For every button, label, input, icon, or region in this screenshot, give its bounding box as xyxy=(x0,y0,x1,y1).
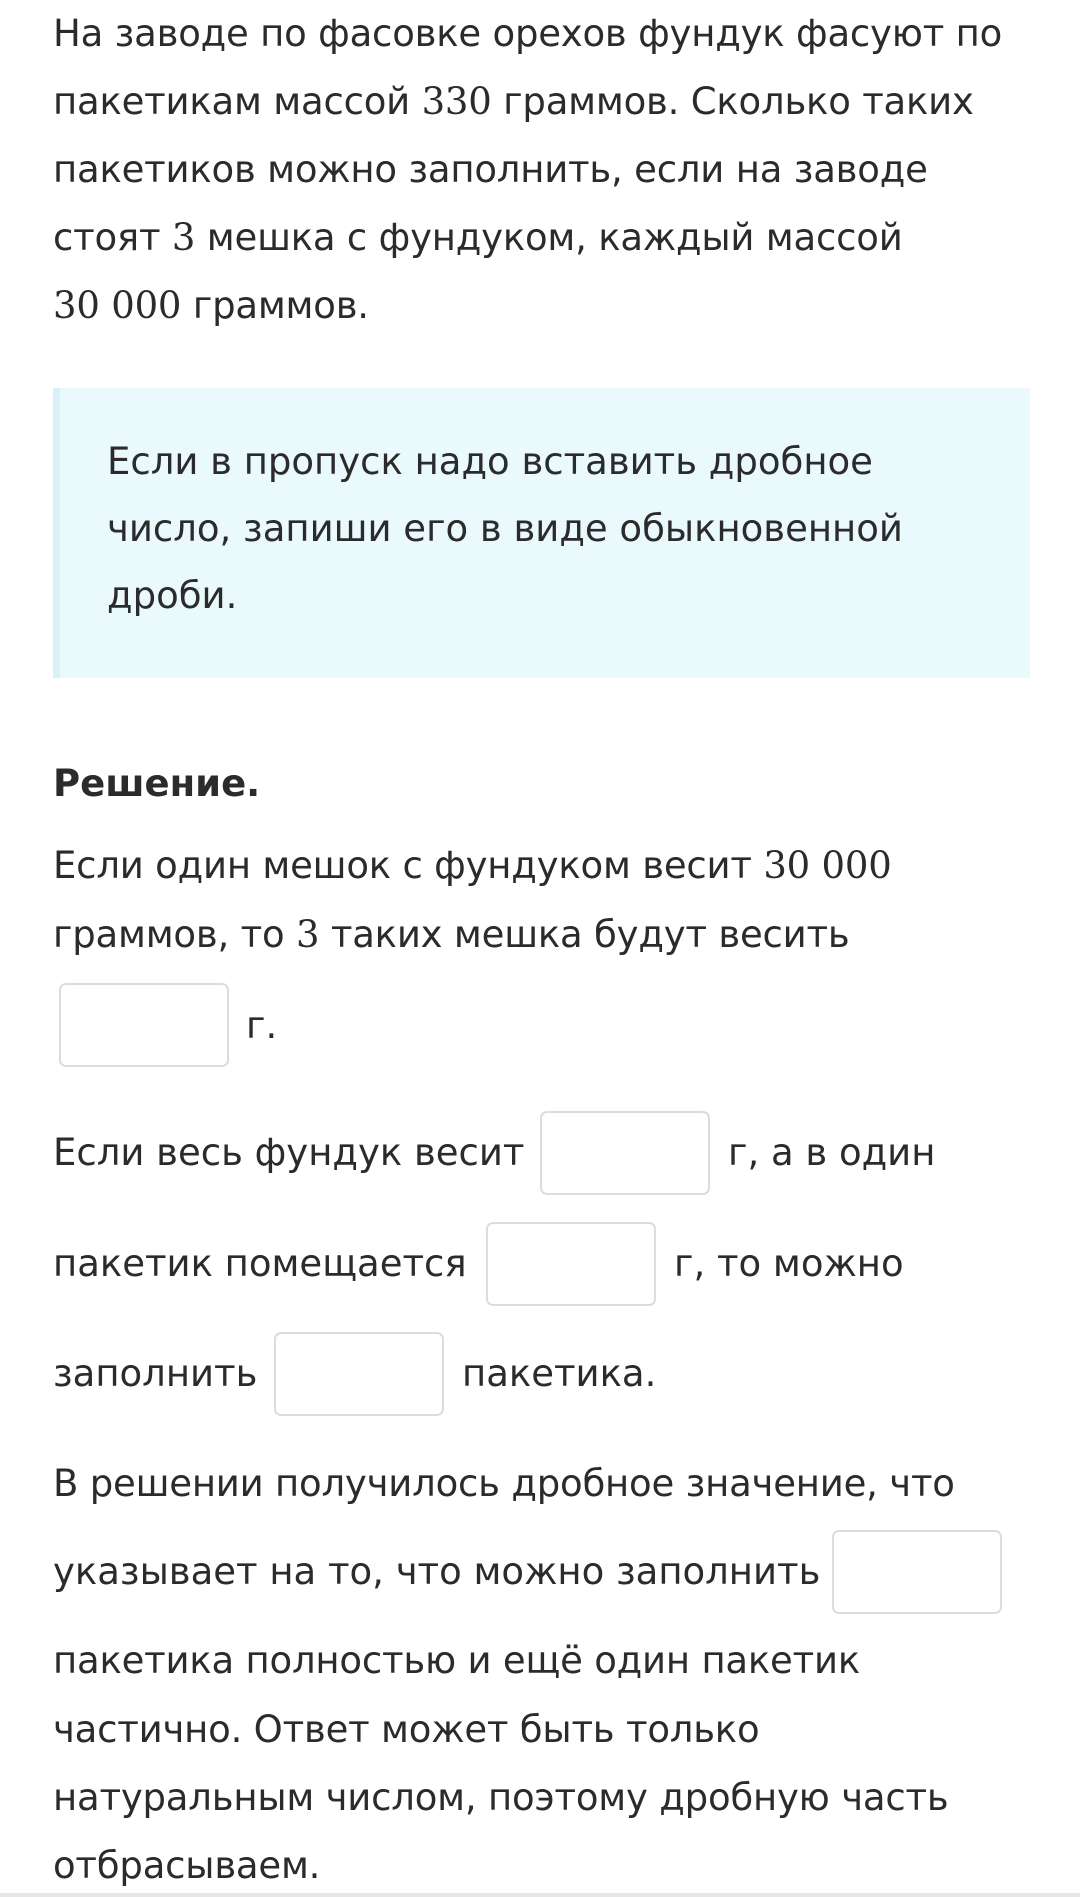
solution-p2-text-3: пакетик помещается xyxy=(53,1242,467,1285)
solution-heading: Решение. xyxy=(53,762,261,805)
problem-text: граммов. xyxy=(181,284,369,327)
hint-box xyxy=(53,388,1030,678)
solution-text: таких мешка будут весить xyxy=(319,913,850,956)
problem-text: пакетикам массой xyxy=(53,80,422,123)
solution-text: граммов, то xyxy=(53,913,296,956)
problem-text: пакетиков можно заполнить, если на заводе xyxy=(53,148,928,191)
hint-line-3: дроби. xyxy=(107,574,238,617)
problem-line-4 xyxy=(53,214,903,262)
bag-mass-number: 30 000 xyxy=(53,284,182,327)
problem-text: мешка с фундуком, каждый массой xyxy=(195,216,903,259)
solution-p3-line-4: частично. Ответ может быть только xyxy=(53,1708,760,1751)
solution-text: Если один мешок с фундуком весит xyxy=(53,844,764,887)
bottom-divider xyxy=(0,1893,1080,1897)
solution-p2-text-4: г, то можно xyxy=(674,1242,904,1285)
solution-p2-text-5: заполнить xyxy=(53,1352,258,1395)
solution-p1-line-1 xyxy=(53,842,892,890)
bags-count-number: 3 xyxy=(295,913,320,956)
problem-line-1 xyxy=(53,10,1002,58)
solution-p3-line-3: пакетика полностью и ещё один пакетик xyxy=(53,1639,860,1682)
total-weight-input[interactable] xyxy=(59,983,229,1067)
solution-p1-line-2 xyxy=(53,911,849,959)
full-packets-input[interactable] xyxy=(832,1530,1002,1614)
solution-p2-text-1: Если весь фундук весит xyxy=(53,1131,525,1174)
problem-line-5 xyxy=(53,282,369,330)
solution-p2-text-2: г, а в один xyxy=(728,1131,936,1174)
solution-p3-line-6: отбрасываем. xyxy=(53,1844,321,1887)
problem-text: стоят xyxy=(53,216,172,259)
solution-p3-line-1: В решении получилось дробное значение, что xyxy=(53,1462,955,1505)
problem-line-3 xyxy=(53,146,928,194)
hint-line-1: Если в пропуск надо вставить дробное xyxy=(107,440,873,483)
problem-line-2 xyxy=(53,78,974,126)
bag-mass-number: 30 000 xyxy=(763,844,892,887)
unit-grams-label: г. xyxy=(246,1004,278,1047)
packets-count-input[interactable] xyxy=(274,1332,444,1416)
problem-text: граммов. Сколько таких xyxy=(491,80,974,123)
problem-text: На заводе по фасовке орехов фундук фасуют по xyxy=(53,12,1003,55)
solution-p2-text-6: пакетика. xyxy=(462,1352,657,1395)
solution-p3-line-2: указывает на то, что можно заполнить xyxy=(53,1550,821,1593)
bags-count-number: 3 xyxy=(171,216,196,259)
solution-p3-line-5: натуральным числом, поэтому дробную часть xyxy=(53,1776,949,1819)
packet-weight-input[interactable] xyxy=(486,1222,656,1306)
packet-mass-number: 330 xyxy=(421,80,492,123)
hint-line-2: число, запиши его в виде обыкновенной xyxy=(107,507,903,550)
all-nuts-weight-input[interactable] xyxy=(540,1111,710,1195)
